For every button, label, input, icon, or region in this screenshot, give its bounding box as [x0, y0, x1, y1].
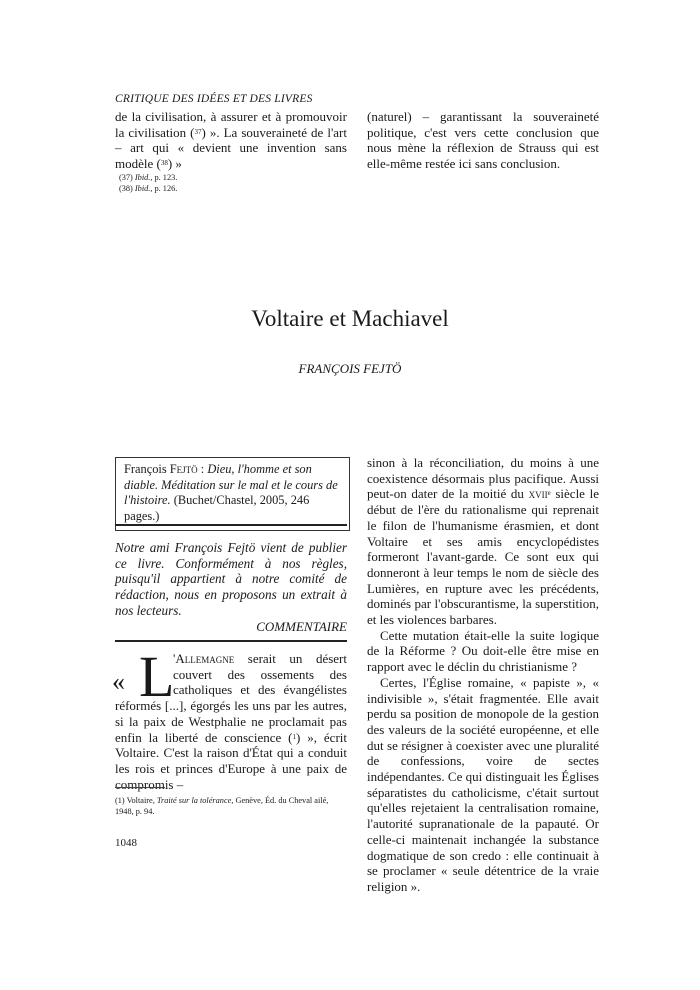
article-title: Voltaire et Machiavel	[251, 306, 449, 331]
footnote-rule	[115, 787, 165, 788]
top-left-text: de la civilisation, à assurer et à promouvoir la civilisation ($^{37}$) ». La souveraineté de l'art – art qui « devient une invention sans modèle ($^{38}$) »	[115, 109, 347, 172]
paragraph: Certes, l'Église romaine, « papiste », « indivisible », s'était fragmentée. Elle avait perdu sa position de monopole de la gestion des valeurs de la société européenne, et elle dut se résigner à coexister avec une pluralité de confessions, voire de sectes indépendantes. Ce qui distinguait les Églises séparatistes du catholicisme, c'était surtout qu'elles rejetaient la centralisation romaine, l'autorité supranationale de la papauté. Or celle-ci maintenait inchangée la substance dogmatique de son credo : elle continuait à se proclamer « seule détentrice de la vraie religion ».	[367, 674, 599, 894]
footnote-38: (38) Ibid., p. 126.	[119, 184, 178, 193]
drop-cap: L	[139, 644, 175, 709]
editorial-intro: Notre ami François Fejtö vient de publier ce livre. Conformément à nos règles, puisqu'il appartient à notre comité de rédaction, nous en proposons un extrait à nos lecteurs.	[115, 540, 347, 618]
footnote-37: (37) Ibid., p. 123.	[119, 173, 178, 182]
divider-rule	[115, 524, 347, 526]
bottom-footnote: (1) Voltaire, Traité sur la tolérance, Genève, Éd. du Cheval ailé, 1948, p. 94.	[115, 796, 329, 816]
divider-rule-2	[115, 640, 347, 642]
page-number: 1048	[115, 837, 137, 849]
opening-quote: «	[112, 667, 125, 696]
body-left-text: 'Allemagne serait un désert couvert des ossements des catholiques et des évangélistes réformés [...], égorgés les uns par les autres, si la paix de Westphalie ne proclamait pas enfin la liberté de conscience ($^1$) », écrit Voltaire. C'est la raison d'État qui a conduit les rois et princes d'Europe à une paix de compromis –	[115, 651, 348, 792]
article-author: FRANÇOIS FEJTÖ	[298, 361, 402, 376]
running-head: CRITIQUE DES IDÉES ET DES LIVRES	[115, 93, 313, 105]
paragraph: sinon à la réconciliation, du moins à une coexistence désormais plus pacifique. Aussi peut-on dater de la moitié du xvii$^e$ siècle le début de l'ère du rationalisme qui reprenait le filon de l'humanisme érasmien, et dont Voltaire et ses amis encyclopédistes formeront l'avant-garde. Ce sont eux qui donneront à leur temps le nom de siècle des Lumières, en rupture avec les précédents, dominés par l'obscurantisme, la superstition, et les violences barbares.	[367, 455, 599, 628]
body-right-text	[367, 455, 599, 895]
top-right-text: (naturel) – garantissant la souveraineté politique, c'est vers cette conclusion que nous mène la réflexion de Strauss qui est elle-même restée ici sans conclusion.	[367, 109, 599, 172]
intro-signature: COMMENTAIRE	[256, 619, 347, 634]
book-reference-box: François Fejtö : Dieu, l'homme et son diable. Méditation sur le mal et le cours de l'histoire. (Buchet/Chastel, 2005, 246 pages.)	[115, 457, 350, 531]
top-footnotes	[119, 172, 177, 194]
paragraph: Cette mutation était-elle la suite logique de la Réforme ? Ou doit-elle être mise en rapport avec le déclin du christianisme ?	[367, 627, 599, 675]
